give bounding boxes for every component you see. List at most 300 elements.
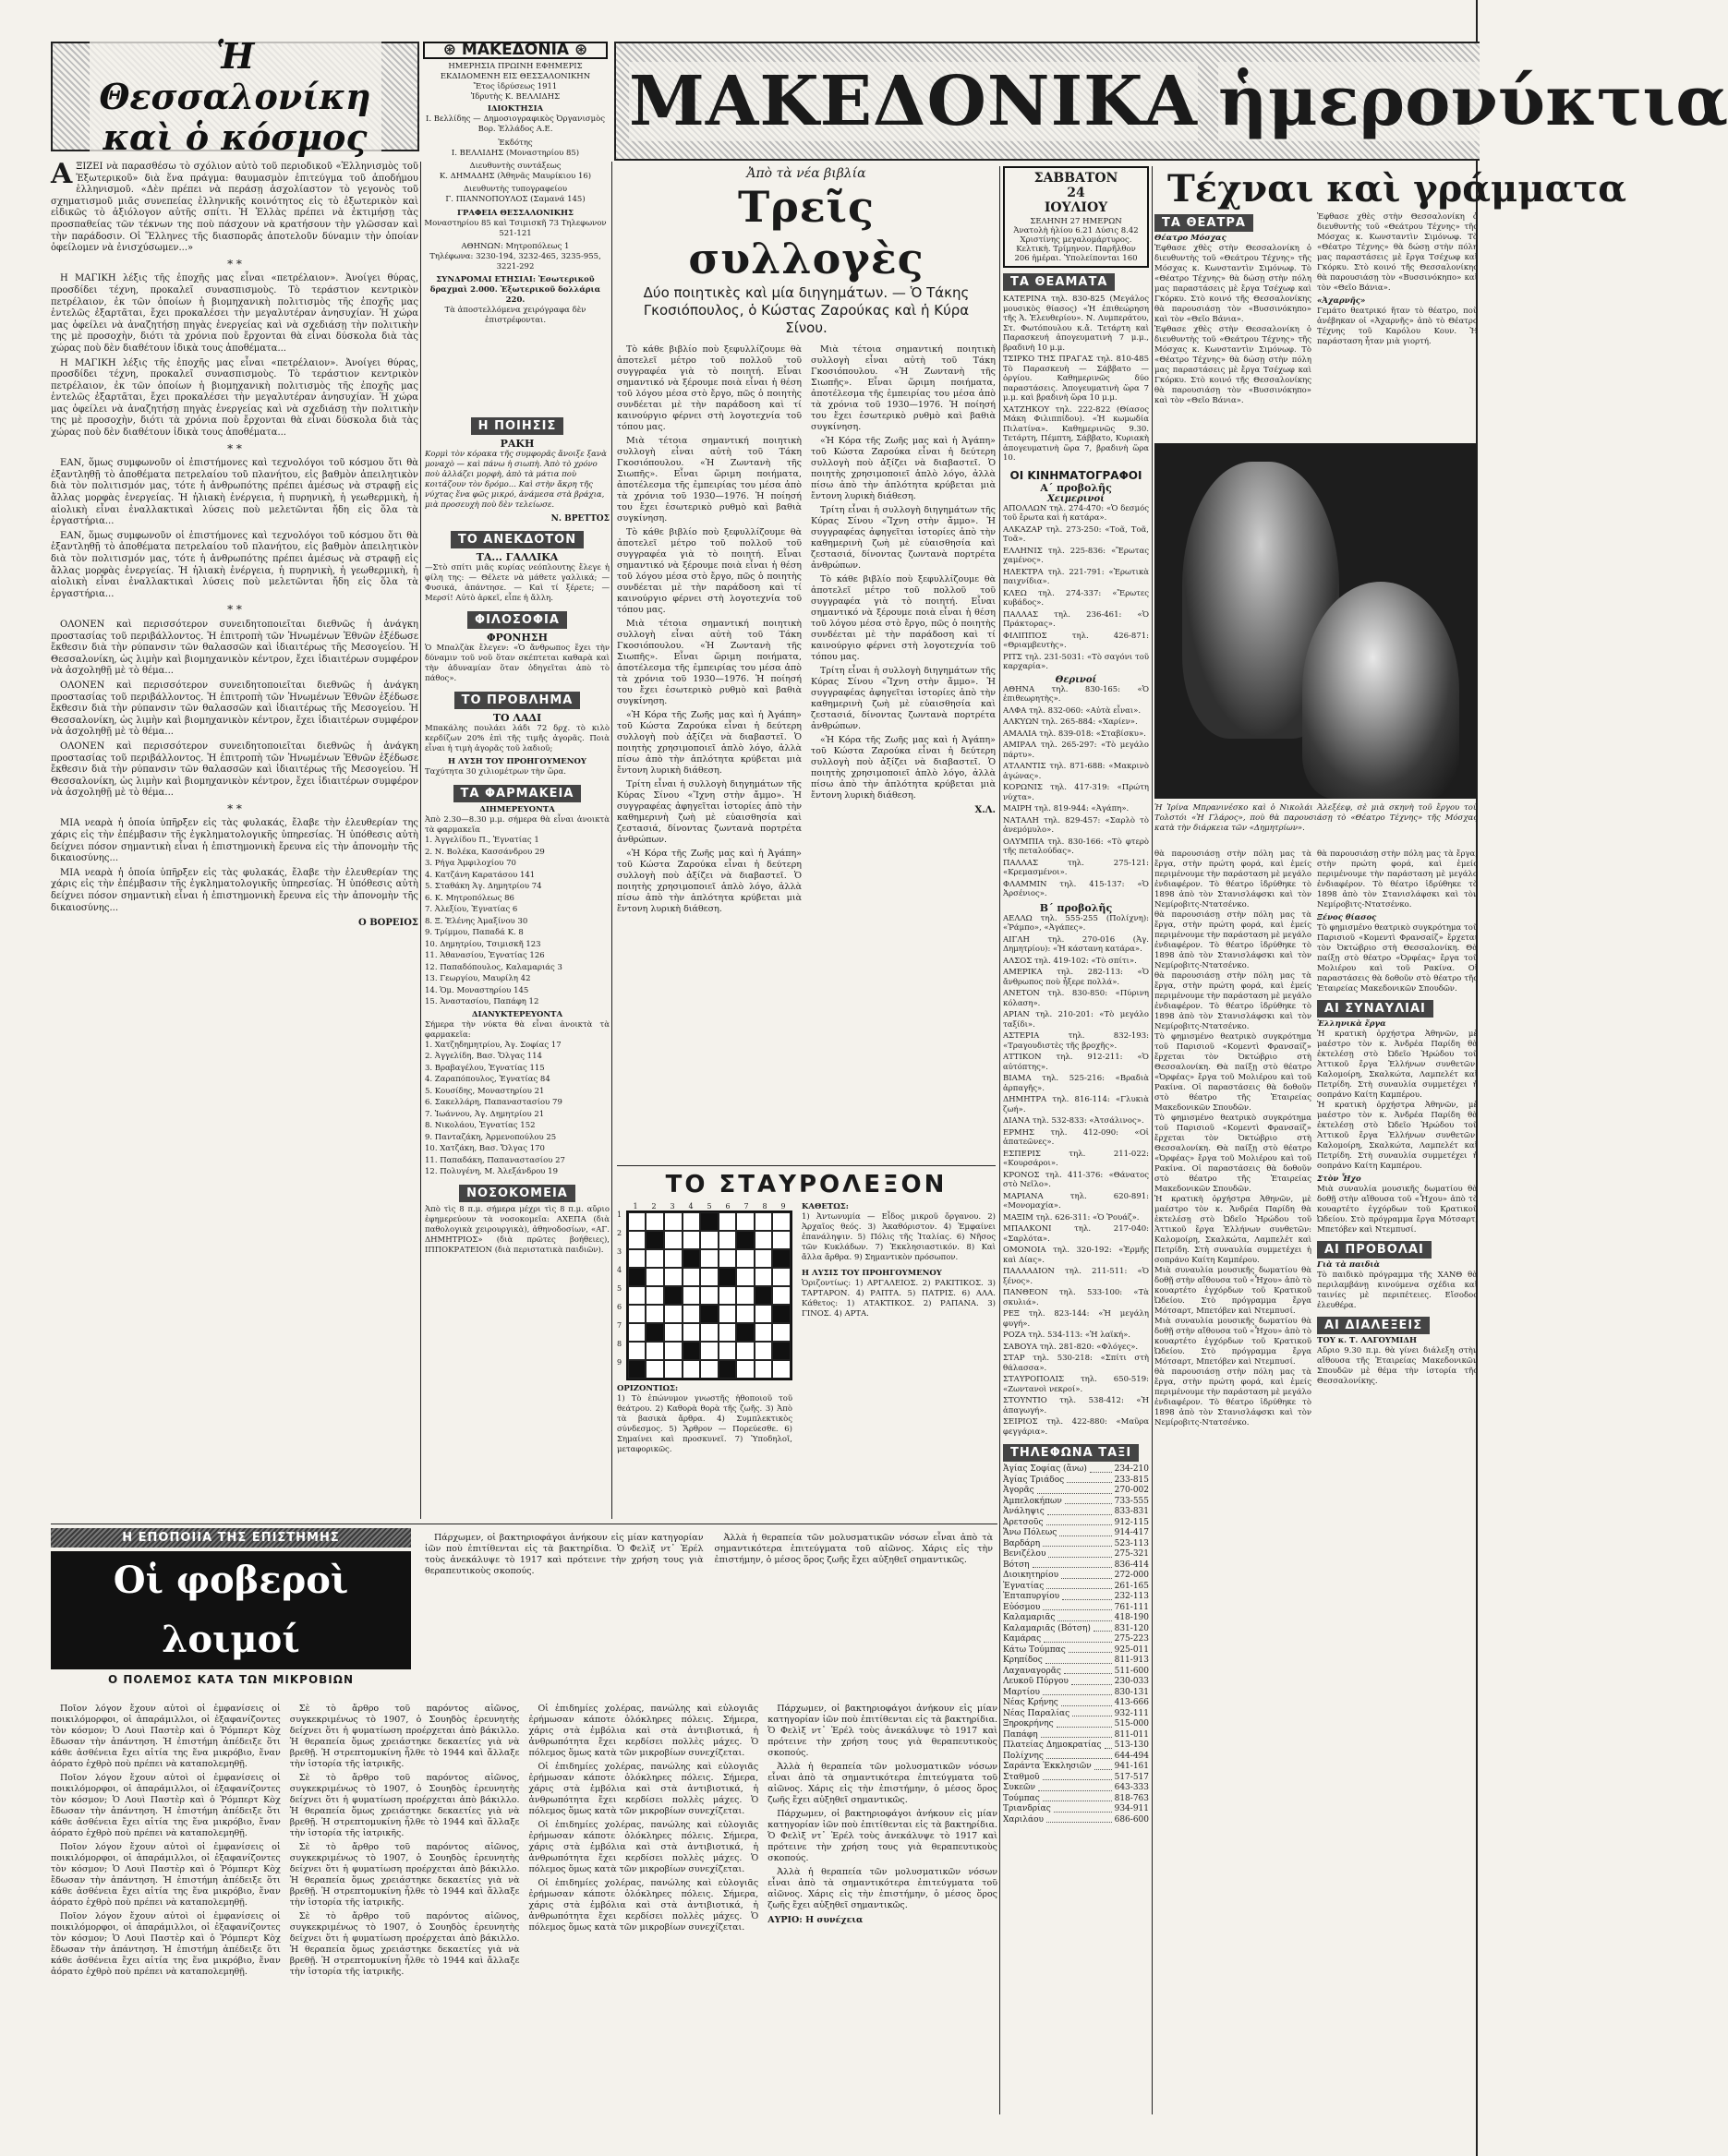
epic-col3d: Οἱ ἐπιδημίες χολέρας, πανώλης καὶ εὐλογιᾶς ἐρήμωσαν κάποτε ὁλόκληρες πόλεις. Σήμερα, χάρις στὰ ἐμβόλια καὶ στὰ ἀντιβιοτικά, ἡ ἀνθρωπότητα ἔχει κερδίσει πολλὲς μάχες. Ὁ πόλεμος ὅμως κατὰ τῶν μικροβίων συνεχίζεται. <box>528 1878 759 1933</box>
pharmacy-item: 3. Ρήγα Ἀμφιλοχίου 70 <box>425 859 516 868</box>
pharmacy-item: 1. Ἀγγελίδου Π., Ἐγνατίας 1 <box>425 836 539 845</box>
taxi-row <box>1003 1507 1149 1518</box>
books-p4c: Τρίτη εἶναι ἡ συλλογὴ διηγημάτων τῆς Κύρας Σίνου «Ἴχνη στὴν ἄμμο». Ἡ συγγραφέας ἀφηγεῖται ἱστορίες ἀπὸ τὴν καθημερινὴ ζωὴ μὲ εὐαισθησία καὶ ζεστασιά, δίνοντας ζωντανὰ πορτρέτα ἀνθρώπων. <box>811 666 996 731</box>
pharmacy-item: 10. Δημητρίου, Τσιμισκῆ 123 <box>425 939 541 949</box>
crossword-white-cell <box>628 1231 646 1249</box>
crossword-white-cell <box>628 1286 646 1305</box>
taxi-area: Καμάρας <box>1003 1634 1042 1644</box>
crossword-white-cell <box>719 1323 737 1342</box>
crossword-white-cell <box>700 1360 719 1379</box>
crossword-white-cell <box>664 1231 683 1249</box>
crossword-white-cell <box>772 1231 791 1249</box>
cinema-listing: ΑΤΛΑΝΤΙΣ τηλ. 871-688: «Μακρινὸ ἀγώνας». <box>1003 762 1149 781</box>
taxi-phone: 232-113 <box>1114 1592 1149 1601</box>
books-kicker: Ἀπὸ τὰ νέα βιβλία <box>746 166 866 181</box>
dotted-leader <box>1037 1486 1112 1494</box>
crossword-white-cell <box>646 1342 664 1360</box>
cinema-listing: ΕΣΠΕΡΙΣ τηλ. 211-022: «Κουρσάροι». <box>1003 1149 1149 1168</box>
epic-col1c: Ποῖον λόγον ἔχουν αὐτοὶ οἱ ἐμφανίσεις οἱ ποικιλόμορφοι, οἱ ἀπαράμιλλοι, οἱ ἐξαφανίζοντες τὸν κόσμον; Ὁ Λουὶ Παστὲρ καὶ ὁ Ῥόμπερτ Κὸχ ἔδωσαν τὴν ἀπάντηση. Ἡ ἐπιστήμη ἀπέδειξε ὅτι κάθε ἀσθένεια ἔχει αἰτία της ἕνα μικρόβιο, ἕναν ἀόρατο ἐχθρὸ ποὺ πρέπει νὰ καταπολεμηθῇ. <box>51 1842 281 1908</box>
date-saints: Χριστίνης μεγαλομάρτυρος. Κελτικὴ. Τρίμηνον. Παρῆλθον 206 ἡμέραι. Ὑπολείπονται 160 <box>1014 235 1138 263</box>
philosophy-section-label: ΦΙΛΟΣΟΦΙΑ <box>467 611 567 629</box>
crossword-white-cell <box>700 1268 719 1286</box>
cinemas-winter: Χειμερινοί <box>1046 493 1105 504</box>
books-article <box>617 166 996 1163</box>
paper-founded: Ἔτος ἱδρύσεως 1911 <box>473 82 558 91</box>
cinemas-sub-a: Α΄ προβολῆς <box>1040 481 1112 494</box>
taxi-area: Λευκοῦ Πύργου <box>1003 1677 1069 1686</box>
cinema-listing: ΠΑΛΛΑΣ τηλ. 236-461: «Ὁ Πράκτορας». <box>1003 609 1149 629</box>
pharmacy-item: 5. Σταθάκη Ἀγ. Δημητρίου 74 <box>425 882 542 891</box>
crossword-column-numbers <box>626 1202 792 1210</box>
publisher: Ι. ΒΕΛΛΙΔΗΣ (Μοναστηρίου 85) <box>451 149 580 158</box>
taxi-area: Ἀγίας Σοφίας (ἄνω) <box>1003 1464 1087 1474</box>
dotted-leader <box>1033 1560 1112 1569</box>
section-rule <box>617 1165 996 1166</box>
epic-col3c: Οἱ ἐπιδημίες χολέρας, πανώλης καὶ εὐλογιᾶς ἐρήμωσαν κάποτε ὁλόκληρες πόλεις. Σήμερα, χάρις στὰ ἐμβόλια καὶ στὰ ἀντιβιοτικά, ἡ ἀνθρωπότητα ἔχει κερδίσει πολλὲς μάχες. Ὁ πόλεμος ὅμως κατὰ τῶν μικροβίων συνεχίζεται. <box>528 1820 759 1874</box>
crossword-row-numbers <box>617 1210 626 1377</box>
arts-acharnes-sub: «Ἀχαρνῆς» <box>1317 296 1366 306</box>
epic-col3b: Οἱ ἐπιδημίες χολέρας, πανώλης καὶ εὐλογιᾶς ἐρήμωσαν κάποτε ὁλόκληρες πόλεις. Σήμερα, χάρις στὰ ἐμβόλια καὶ στὰ ἀντιβιοτικά, ἡ ἀνθρωπότητα ἔχει κερδίσει πολλὲς μάχες. Ὁ πόλεμος ὅμως κατὰ τῶν μικροβίων συνεχίζεται. <box>528 1762 759 1816</box>
arts-theater-text-b: Ἐφθασε χθὲς στὴν Θεσσαλονίκη ὁ διευθυντὴς τοῦ «Θεάτρου Τέχνης» τῆς Μόσχας κ. Κωνσταντὶν Σιμόνωφ. Τὸ «Θέατρο Τέχνης» θὰ δώσῃ στὴν πόλη μας παραστάσεις μὲ ἔργα Τσέχωφ καὶ Γκόρκυ. Στὸ κοινό τῆς Θεσσαλονίκης θὰ παρουσιάσῃ τὸν «Βυσσινόκηπο» καὶ τὸν «Θεῖο Βάνια». <box>1154 325 1311 405</box>
taxi-phone: 515-000 <box>1114 1719 1149 1728</box>
crossword-white-cell <box>772 1323 791 1342</box>
cinema-listing: ΡΟΖΑ τηλ. 534-113: «Ἡ λαϊκή». <box>1003 1331 1131 1340</box>
athens-phones: Τηλέφωνα: 3230-194, 3232-465, 3235-955, 3221-292 <box>429 252 601 271</box>
crossword-white-cell <box>664 1342 683 1360</box>
taxi-area: Συκεῶν <box>1003 1783 1035 1792</box>
crossword-white-cell <box>646 1360 664 1379</box>
crossword-row-number: 5 <box>617 1284 622 1293</box>
poetry-section-label: Η ΠΟΙΗΣΙΣ <box>471 417 564 435</box>
pharmacy-item: 7. Ἀλεξίου, Ἐγνατίας 6 <box>425 905 518 914</box>
books-p1: Τὸ κάθε βιβλίο ποὺ ξεφυλλίζουμε θὰ ἀποτελεῖ μέτρο τοῦ πολλοῦ τοῦ συγγραφέα γιὰ τὸ ποιητή. Εἶναι σημαντικό νὰ ξέρουμε ποιὰ εἶναι ἡ θέση τοῦ λόγου μέσα στὸ ἔργο, πῶς ὁ ποιητὴς συνδέεται μὲ τὴν παράδοση καὶ τί καινούργιο φέρνει στὴ λογοτεχνία τοῦ τόπου μας. <box>617 344 802 432</box>
books-p4b: Τρίτη εἶναι ἡ συλλογὴ διηγημάτων τῆς Κύρας Σίνου «Ἴχνη στὴν ἄμμο». Ἡ συγγραφέας ἀφηγεῖται ἱστορίες ἀπὸ τὴν καθημερινὴ ζωὴ μὲ εὐαισθησία καὶ ζεστασιά, δίνοντας ζωντανὰ πορτρέτα ἀνθρώπων. <box>811 505 996 571</box>
epic-body-col2 <box>290 1704 520 2114</box>
crossword-white-cell <box>755 1212 773 1231</box>
taxi-phone: 275-223 <box>1114 1634 1149 1644</box>
taxi-area: Διοικητηρίου <box>1003 1571 1059 1580</box>
epic-col5b: Ἀλλὰ ἡ θεραπεία τῶν μολυσματικῶν νόσων εἶναι ἀπὸ τὰ σημαντικότερα ἐπιτεύγματα τοῦ αἰῶνος. Χάρις εἰς τὴν ἐπιστήμην, ὁ μέσος ὅρος ζωῆς ἔχει αὐξηθεῖ σημαντικῶς. <box>767 1762 997 1805</box>
taxi-phone: 941-161 <box>1114 1762 1149 1771</box>
crossword-col-number: 1 <box>633 1202 638 1210</box>
taxi-phone: 230-033 <box>1114 1677 1149 1686</box>
arts-dialexeis-section: ΑΙ ΔΙΑΛΕΞΕΙΣ <box>1317 1317 1430 1334</box>
article1-byline: Ο ΒΟΡΕΙΟΣ <box>358 918 418 929</box>
epic-col1d: Ποῖον λόγον ἔχουν αὐτοὶ οἱ ἐμφανίσεις οἱ ποικιλόμορφοι, οἱ ἀπαράμιλλοι, οἱ ἐξαφανίζοντες τὸν κόσμον; Ὁ Λουὶ Παστὲρ καὶ ὁ Ῥόμπερτ Κὸχ ἔδωσαν τὴν ἀπάντηση. Ἡ ἐπιστήμη ἀπέδειξε ὅτι κάθε ἀσθένεια ἔχει αἰτία της ἕνα μικρόβιο, ἕναν ἀόρατο ἐχθρὸ ποὺ πρέπει νὰ καταπολεμηθῇ. <box>51 1911 281 1977</box>
epic-col4b: Πάρχωμεν, οἱ βακτηριοφάγοι ἀνήκουν εἰς μίαν κατηγορίαν ἰῶν ποὺ ἐπιτίθενται εἰς τὰ βακτηρίδια. Ὁ Φελὶξ ντ᾿ Ἐρέλ τοὺς ἀνεκάλυψε τὸ 1917 καὶ πρότεινε τὴν χρήση τους γιὰ θεραπευτικοὺς σκοπούς. <box>767 1704 997 1758</box>
taxi-area: Πολίχνης <box>1003 1751 1044 1761</box>
taxi-row <box>1003 1571 1149 1582</box>
taxi-area: Εὐόσμου <box>1003 1602 1041 1612</box>
taxi-phone: 517-517 <box>1114 1772 1149 1782</box>
epic-col1: Ποῖον λόγον ἔχουν αὐτοὶ οἱ ἐμφανίσεις οἱ ποικιλόμορφοι, οἱ ἀπαράμιλλοι, οἱ ἐξαφανίζοντες τὸν κόσμον; Ὁ Λουὶ Παστὲρ καὶ ὁ Ῥόμπερτ Κὸχ ἔδωσαν τὴν ἀπάντηση. Ἡ ἐπιστήμη ἀπέδειξε ὅτι κάθε ἀσθένεια ἔχει αἰτία της ἕνα μικρόβιο, ἕναν ἀόρατο ἐχθρὸ ποὺ πρέπει νὰ καταπολεμηθῇ. <box>51 1704 281 1769</box>
dotted-leader <box>1090 1464 1112 1473</box>
books-p4: Τρίτη εἶναι ἡ συλλογὴ διηγημάτων τῆς Κύρας Σίνου «Ἴχνη στὴν ἄμμο». Ἡ συγγραφέας ἀφηγεῖται ἱστορίες ἀπὸ τὴν καθημερινὴ ζωὴ μὲ εὐαισθησία καὶ ζεστασιά, δίνοντας ζωντανὰ πορτρέτα ἀνθρώπων. <box>617 779 802 845</box>
dotted-leader <box>1105 1740 1112 1749</box>
cinema-listing: ΑΠΟΛΛΩΝ τηλ. 274-470: «Ὁ δεσμός τοῦ ἔρωτα καὶ ἡ κατάρα». <box>1003 503 1149 523</box>
article1-p2b: Η ΜΑΓΙΚΗ λέξις τῆς ἐποχῆς μας εἶναι «πετρέλαιον». Ἀνοίγει θύρας, προσδίδει τέχνη, προκαλεῖ συνασπισμοὺς. Τὸ τεράστιον κεντρικὸν πετρέλαιον, ἐκ τῶν ὁποίων ἡ βιομηχανικὴ πολιτισμὸς τῆς ἐποχῆς μας ἐντελῶς ἐξαρτᾶται, ἔχει προκαλέσει τὴν μεγαλυτέραν ἀνησυχίαν. Ἡ χώρα μας ὀφείλει νὰ ἀναζητήσῃ πηγὰς ἐνεργείας καὶ νὰ σχεδιάσῃ τὴν πολιτικὴν της μὲ προσοχὴν, διότι τὰ χρόνια ποὺ ἔρχονται θὰ εἶναι δύσκολα διὰ τὰς χώρας ποὺ δὲν διαθέτουν ἰδικὰ τους ἀποθέματα... <box>51 357 418 439</box>
cinema-listing: ΕΡΜΗΣ τηλ. 412-090: «Οἱ ἀπατεῶνες». <box>1003 1127 1149 1147</box>
crossword-white-cell <box>628 1249 646 1268</box>
taxi-phone: 644-494 <box>1114 1751 1149 1761</box>
taxi-phone: 511-600 <box>1114 1666 1149 1676</box>
cinema-listing: ΚΡΟΝΟΣ τηλ. 411-376: «Θάνατος στὸ Νεῖλο». <box>1003 1170 1149 1189</box>
left-masthead <box>51 34 419 158</box>
column-rule <box>999 166 1000 2114</box>
pharmacies-intro: Ἀπὸ 2.30—8.30 μ.μ. σήμερα θὰ εἶναι ἀνοικτὰ τὰ φαρμακεῖα <box>425 815 610 835</box>
pharmacy-item: 8. Νικολάου, Ἐγνατίας 152 <box>425 1121 536 1130</box>
crossword-col-number: 7 <box>743 1202 749 1210</box>
dotted-leader <box>1061 1698 1112 1706</box>
cinema-listing: ΑΛΚΥΩΝ τηλ. 265-884: «Χαρίεν». <box>1003 717 1138 727</box>
arts-ichos-text-a: Μιὰ συναυλία μουσικῆς δωματίου θὰ δοθῇ στὴν αἴθουσα τοῦ «Ἦχου» ἀπὸ τὸ κουαρτέτο ἐγχόρδων τοῦ Κρατικοῦ Ὠδείου. Στὸ πρόγραμμα ἔργα Μότσαρτ, Μπετόβεν καὶ Ντεμπυσί. <box>1154 1266 1311 1316</box>
crossword-white-cell <box>664 1323 683 1342</box>
cinema-listing: ΔΙΑΝΑ τηλ. 532-833: «Ἀτσάλινος». <box>1003 1116 1144 1126</box>
cinema-listing: ΦΛΑΜΜΙΝ τηλ. 415-137: «Ὁ Ἀρσένιος». <box>1003 879 1149 898</box>
taxi-area: Λαχαναγορᾶς <box>1003 1666 1061 1676</box>
crossword-white-cell <box>628 1305 646 1323</box>
dotted-leader <box>1038 1783 1112 1791</box>
director-label: Διευθυντὴς συντάξεως <box>469 162 562 171</box>
crossword-white-cell <box>700 1323 719 1342</box>
crossword-white-cell <box>683 1305 701 1323</box>
crossword-white-cell <box>719 1305 737 1323</box>
dotted-leader <box>1041 1730 1112 1739</box>
taxi-area: Ἀνάληψις <box>1003 1507 1045 1516</box>
cinema-listing: ΝΑΤΑΛΗ τηλ. 829-457: «Σαρλὸ τὸ ἀνεμόμυλο». <box>1003 815 1149 835</box>
taxi-area: Κάτω Τούμπας <box>1003 1644 1066 1655</box>
ownership-title: ΙΔΙΟΚΤΗΣΙΑ <box>487 104 544 114</box>
cinema-listing: ΚΛΕΩ τηλ. 274-337: «Ἔρωτες κυβάδος». <box>1003 588 1149 608</box>
top-banner <box>614 42 1728 161</box>
crossword-black-cell <box>755 1286 773 1305</box>
crossword-grid <box>626 1210 792 1380</box>
cinema-listing: ΡΙΤΣ τηλ. 231-5031: «Τὸ σαγόνι τοῦ καρχαρία». <box>1003 652 1149 671</box>
arts-proboles-section: ΑΙ ΠΡΟΒΟΛΑΙ <box>1317 1241 1432 1259</box>
cinema-listing: ΜΑΞΙΜ τηλ. 626-311: «Ὁ Ῥουάζ». <box>1003 1212 1140 1223</box>
crossword-white-cell <box>719 1286 737 1305</box>
dotted-leader <box>1043 1539 1111 1548</box>
epic-continued: ΑΥΡΙΟ: Η συνέχεια <box>767 1915 864 1925</box>
crossword-row-number: 3 <box>617 1247 622 1256</box>
director: Κ. ΔΗΜΑΔΗΣ (Ἀθηνᾶς Μαυρίκιου 16) <box>439 172 592 181</box>
crossword-white-cell <box>664 1268 683 1286</box>
problem-solution-title: Η ΛΥΣΗ ΤΟΥ ΠΡΟΗΓΟΥΜΕΝΟΥ <box>448 757 586 766</box>
taxi-area: Ἄνω Πόλεως <box>1003 1528 1057 1537</box>
epic-col4c: Πάρχωμεν, οἱ βακτηριοφάγοι ἀνήκουν εἰς μίαν κατηγορίαν ἰῶν ποὺ ἐπιτίθενται εἰς τὰ βακτηρίδια. Ὁ Φελὶξ ντ᾿ Ἐρέλ τοὺς ἀνεκάλυψε τὸ 1917 καὶ πρότεινε τὴν χρήση τους γιὰ θεραπευτικοὺς σκοπούς. <box>767 1809 997 1863</box>
crossword-white-cell <box>700 1249 719 1268</box>
pharmacy-item: 12. Πολυγένη, Μ. Ἀλεξάνδρου 19 <box>425 1167 558 1176</box>
arts-ichos-text: Μιὰ συναυλία μουσικῆς δωματίου θὰ δοθῇ στὴν αἴθουσα τοῦ «Ἦχου» ἀπὸ τὸ κουαρτέτο ἐγχόρδων τοῦ Κρατικοῦ Ὠδείου. Στὸ πρόγραμμα ἔργα Μότσαρτ, Μπετόβεν καὶ Ντεμπυσί. <box>1317 1185 1478 1235</box>
problem-text: Μπακάλης πουλάει λάδι 72 δρχ. τὸ κιλὸ κερδίζων 20% ἐπὶ τῆς τιμῆς ἀγορᾶς. Ποιὰ εἶναι ἡ τιμὴ ἀγορᾶς τοῦ λαδιοῦ; <box>425 724 610 753</box>
pharmacy-item: 11. Ἀθανασίου, Ἐγνατίας 126 <box>425 951 545 960</box>
cinema-listing: ΚΟΡΩΝΙΣ τηλ. 417-319: «Πρώτη νύχτα». <box>1003 783 1149 802</box>
crossword-black-cell <box>719 1268 737 1286</box>
crossword-white-cell <box>736 1286 755 1305</box>
arts-acharnes-text: Γεμάτο θεατρικό ἤταν τὸ θέατρο, ποὺ ἀνέβηκαν οἱ «Ἀχαρνῆς» ἀπὸ τὸ Θέατρο Τέχνης τοῦ Καρόλου Κουν. Ἡ παράσταση ἦταν μιὰ γιορτή. <box>1317 307 1478 346</box>
pharmacy-item: 4. Ζαραπόπουλος, Ἐγνατίας 84 <box>425 1075 550 1084</box>
epic-subtitle: Ο ΠΟΛΕΜΟΣ ΚΑΤΑ ΤΩΝ ΜΙΚΡΟΒΙΩΝ <box>107 1673 355 1686</box>
taxi-row <box>1003 1475 1149 1487</box>
taxi-row <box>1003 1528 1149 1539</box>
paper-founder: Ἱδρυτὴς Κ. ΒΕΛΛΙΔΗΣ <box>470 92 561 102</box>
dotted-leader <box>1059 1528 1111 1536</box>
taxi-area: Σταθμοῦ <box>1003 1772 1040 1782</box>
taxi-area: Πλατείας Δημοκρατίας <box>1003 1740 1102 1750</box>
date-number: 24 <box>1067 186 1085 200</box>
taxi-row <box>1003 1794 1149 1805</box>
dotted-leader <box>1046 1518 1112 1526</box>
taxi-row <box>1003 1464 1149 1475</box>
pharmacy-item: 6. Κ. Μητροπόλεως 86 <box>425 893 514 903</box>
crossword-black-cell <box>772 1305 791 1323</box>
banner-title-part2: ἡμερονύκτια <box>1217 61 1728 141</box>
epic-col2b: Σὲ τὸ ἄρθρο τοῦ παρόντος αἰῶνος, συγκεκριμένως τὸ 1907, ὁ Σουηδὸς ἐρευνητὴς δείχνει ὅτι ἡ φυματίωση προέρχεται ἀπὸ βάκιλλο. Ἡ θεραπεία ὅμως χρειάστηκε δεκαετίες γιὰ νὰ βρεθῇ. Ἡ στρεπτομυκίνη ἦλθε τὸ 1944 καὶ ἄλλαξε τὴν ἱστορία τῆς ἰατρικῆς. <box>289 1773 520 1838</box>
taxi-row <box>1003 1719 1149 1730</box>
theater-listing: ΤΣΙΡΚΟ ΤΗΣ ΠΡΑΓΑΣ τηλ. 810-485 Τὸ Παρασκευὴ — Σάββατο — ὀργίου. Καθημερινῶς δύο παραστάσεις. Ἀπογευματινὴ ὥρα 7 μ.μ. καὶ βραδινὴ ὥρα 10 μ.μ. <box>1003 355 1149 403</box>
cinema-listing: ΠΑΛΛΑΔΙΟΝ τηλ. 211-511: «Ὁ ξένος». <box>1003 1267 1149 1286</box>
date-box <box>1003 166 1149 268</box>
taxi-row <box>1003 1634 1149 1645</box>
pharmacy-item: 6. Σακελλάρη, Παπαναστασίου 79 <box>425 1098 562 1107</box>
taxi-phone: 761-111 <box>1114 1602 1149 1612</box>
crossword-white-cell <box>772 1212 791 1231</box>
pharmacy-item: 11. Παπαδάκη, Παπαναστασίου 27 <box>425 1155 565 1165</box>
taxi-phone: 733-555 <box>1114 1496 1149 1506</box>
dotted-leader <box>1064 1667 1112 1675</box>
photo-figure-woman <box>1302 582 1459 799</box>
crossword-down: 1) Ἀντωνυμία — Εἶδος μικροῦ ὄργανου. 2) Ἀρχαῖος θεός. 3) Ἀκαθόριστον. 4) Ἐμφαίνει ἐπανάληψιν. 5) Πόλις τῆς Ἰταλίας. 6) Νῆσος τῶν Κυκλάδων. 7) Ἐκκλησιαστικόν. 8) Καὶ ἄλλα ἄρθρα. 9) Σημαντικὸν πρόσωπον. <box>802 1212 996 1262</box>
pharmacy-item: 10. Χατζάκη, Βασ. Ὄλγας 170 <box>425 1144 545 1153</box>
dotted-leader <box>1054 1804 1112 1813</box>
arts-title: Τέχναι καὶ γράμματα <box>1167 167 1627 211</box>
crossword-col-number: 9 <box>780 1202 786 1210</box>
taxi-row <box>1003 1603 1149 1614</box>
epic-col2c: Σὲ τὸ ἄρθρο τοῦ παρόντος αἰῶνος, συγκεκριμένως τὸ 1907, ὁ Σουηδὸς ἐρευνητὴς δείχνει ὅτι ἡ φυματίωση προέρχεται ἀπὸ βάκιλλο. Ἡ θεραπεία ὅμως χρειάστηκε δεκαετίες γιὰ νὰ βρεθῇ. Ἡ στρεπτομυκίνη ἦλθε τὸ 1944 καὶ ἄλλαξε τὴν ἱστορία τῆς ἰατρικῆς. <box>289 1842 520 1908</box>
taxi-row <box>1003 1624 1149 1635</box>
taxi-phone: 418-190 <box>1114 1613 1149 1622</box>
article1-p4b: ΟΛΟΝΕΝ καὶ περισσότερον συνειδητοποιεῖται διεθνῶς ἡ ἀνάγκη προστασίας τοῦ περιβάλλοντος. Ἡ ἐπιτροπὴ τῶν Ἡνωμένων Ἐθνῶν ἐξέδωσε ἔκθεσιν διὰ τὴν ρύπανσιν τῶν θαλασσῶν καὶ ἰδιαιτέρως τῆς Μεσογείου. Ἡ Θεσσαλονίκη, ὡς λιμὴν καὶ βιομηχανικὸν κέντρον, ἔχει ἰδιαιτέρων συμφέρον νὰ ἀσχοληθῇ μὲ τὸ θέμα... <box>51 680 418 738</box>
problem-solution: Ταχύτητα 30 χιλιομέτρων τὴν ὥρα. <box>425 767 566 777</box>
epic-col3: Οἱ ἐπιδημίες χολέρας, πανώλης καὶ εὐλογιᾶς ἐρήμωσαν κάποτε ὁλόκληρες πόλεις. Σήμερα, χάρις στὰ ἐμβόλια καὶ στὰ ἀντιβιοτικά, ἡ ἀνθρωπότητα ἔχει κερδίσει πολλὲς μάχες. Ὁ πόλεμος ὅμως κατὰ τῶν μικροβίων συνεχίζεται. <box>528 1704 759 1758</box>
athens-title: ΑΘΗΝΩΝ: Μητροπόλεως 1 <box>461 242 570 251</box>
taxi-area: Ἀγορᾶς <box>1003 1486 1034 1495</box>
cinema-listing: ΑΘΗΝΑ τηλ. 830-165: «Ὁ ἐπιθεωρητὴς». <box>1003 684 1149 704</box>
cinema-listing: ΠΑΛΛΑΣ τηλ. 275-121: «Κρεμασμένοι». <box>1003 858 1149 877</box>
crossword-col-number: 6 <box>725 1202 731 1210</box>
anecdote-title: ΤΑ... ΓΑΛΛΙΚΑ <box>476 551 559 563</box>
crossword-col-number: 5 <box>707 1202 712 1210</box>
dotted-leader <box>1046 1582 1111 1590</box>
taxi-phone: 932-111 <box>1114 1708 1149 1718</box>
crossword-white-cell <box>628 1212 646 1231</box>
dotted-leader <box>1061 1571 1112 1579</box>
crossword-white-cell <box>772 1268 791 1286</box>
cinema-listing: ΑΣΤΕΡΙΑ τηλ. 832-193: «Τραγουδιστὲς τῆς βροχῆς». <box>1003 1031 1149 1051</box>
taxi-phone: 831-120 <box>1114 1623 1149 1633</box>
dotted-leader <box>1057 1719 1112 1728</box>
typo-director: Γ. ΠΙΑΝΝΟΠΟΥΛΟΣ (Σαμανά 145) <box>445 195 586 204</box>
theater-listing: ΚΑΤΕΡΙΝΑ τηλ. 830-825 (Μεγάλος μουσικὸς θίασος) «Ἡ ἐπιθεώρηση τῆς Ἀ. Ἐλευθερίου». Ν. Λυμπεράτου, Στ. Φωτόπουλου κ.ἄ. Τετάρτη καὶ Παρασκευή ἀπογευματινὴ 7 μ.μ., βραδινὴ 10 μ.μ. <box>1003 295 1149 353</box>
dotted-leader <box>1069 1645 1112 1654</box>
books-p3c: «Ἡ Κόρα τῆς Ζωῆς μας καὶ ἡ Ἀγάπη» τοῦ Κώστα Ζαρούκα εἶναι ἡ δεύτερη συλλογὴ ποὺ ἀξίζει νὰ διαβαστεῖ. Ὁ ποιητὴς χρησιμοποιεῖ ἁπλὸ λόγο, ἀλλὰ πίσω ἀπὸ τὴν ἁπλότητα κρύβεται μιὰ ἔντονη λυρικὴ διάθεση. <box>811 436 996 501</box>
taxi-area: Ξηροκρήνης <box>1003 1719 1054 1728</box>
books-p3d: «Ἡ Κόρα τῆς Ζωῆς μας καὶ ἡ Ἀγάπη» τοῦ Κώστα Ζαρούκα εἶναι ἡ δεύτερη συλλογὴ ποὺ ἀξίζει νὰ διαβαστεῖ. Ὁ ποιητὴς χρησιμοποιεῖ ἁπλὸ λόγο, ἀλλὰ πίσω ἀπὸ τὴν ἁπλότητα κρύβεται μιὰ ἔντονη λυρικὴ διάθεση. <box>811 735 996 801</box>
taxi-row <box>1003 1667 1149 1678</box>
arts-xenos-text-b: Τὸ φημισμένο θεατρικὸ συγκρότημα τοῦ Παρισιοῦ «Κομεντὶ Φρανσαίζ» ἔρχεται τὸν Ὀκτώβριο στὴ Θεσσαλονίκη. Θὰ παίξῃ στὸ θέατρο «Ὀρφέας» ἔργα τοῦ Μολιέρου καὶ τοῦ Ρακίνα. Οἱ παραστάσεις θὰ δοθοῦν στὸ θέατρο τῆς Ἑταιρείας Μακεδονικῶν Σπουδῶν. <box>1154 1114 1311 1194</box>
crossword-white-cell <box>664 1249 683 1268</box>
cinema-listing: ΑΝΕΤΟΝ τηλ. 830-850: «Πύρινη κόλαση». <box>1003 989 1149 1008</box>
article1-p4c: ΟΛΟΝΕΝ καὶ περισσότερον συνειδητοποιεῖται διεθνῶς ἡ ἀνάγκη προστασίας τοῦ περιβάλλοντος. Ἡ ἐπιτροπὴ τῶν Ἡνωμένων Ἐθνῶν ἐξέδωσε ἔκθεσιν διὰ τὴν ρύπανσιν τῶν θαλασσῶν καὶ ἰδιαιτέρως τῆς Μεσογείου. Ἡ Θεσσαλονίκη, ὡς λιμὴν καὶ βιομηχανικὸν κέντρον, ἔχει ἰδιαιτέρων συμφέρον νὰ ἀσχοληθῇ μὲ τὸ θέμα... <box>51 741 418 799</box>
taxi-section-label: ΤΗΛΕΦΩΝΑ ΤΑΞΙ <box>1003 1444 1139 1462</box>
arts-dialexeis-text: Αὔριο 9.30 π.μ. θὰ γίνει διάλεξη στὴν αἴθουσα τῆς Ἑταιρείας Μακεδονικῶν Σπουδῶν μὲ θέμα τὴν ἱστορία τῆς Θεσσαλονίκης. <box>1317 1346 1478 1386</box>
crossword-white-cell <box>772 1360 791 1379</box>
taxi-row <box>1003 1677 1149 1688</box>
cinema-listing: ΣΕΙΡΙΟΣ τηλ. 422-880: «Μαῦρα φεγγάρια». <box>1003 1417 1149 1437</box>
offices: Μοναστηρίου 85 καὶ Τσιμισκῆ 73 Τηλεφωνον 521-121 <box>424 219 607 238</box>
arts-synavlies-text-b: Ἡ κρατικὴ ὀρχήστρα Ἀθηνῶν, μὲ μαέστρο τὸν κ. Ἀνδρέα Παρίδη θὰ ἐκτελέσῃ στὸ Ὠδεῖο Ἡρώδου τοῦ Ἀττικοῦ ἔργα Ἑλλήνων συνθετῶν: Καλομοίρη, Σκαλκώτα, Λαμπελέτ καὶ Πετρίδη. Στὴ συναυλία συμμετέχει ἡ σοπράνο Καίτη Καμπέρου. <box>1317 1101 1478 1171</box>
taxi-row <box>1003 1592 1149 1603</box>
crossword-across-title: ΟΡΙΖΟΝΤΙΩΣ: <box>617 1384 679 1393</box>
crossword-black-cell <box>683 1249 701 1268</box>
pharmacy-item: 13. Γεωργίου, Μαυρίλη 42 <box>425 974 531 983</box>
dotted-leader <box>1044 1634 1111 1643</box>
epic-col5: Ἀλλὰ ἡ θεραπεία τῶν μολυσματικῶν νόσων εἶναι ἀπὸ τὰ σημαντικότερα ἐπιτεύγματα τοῦ αἰῶνος. Χάρις εἰς τὴν ἐπιστήμην, ὁ μέσος ὅρος ζωῆς ἔχει αὐξηθεῖ σημαντικῶς. <box>714 1533 993 1565</box>
logo-emblem-icon: ⊛ <box>574 41 588 59</box>
crossword-solution: Ὁριζοντίως: 1) ΑΡΓΑΛΕΙΟΣ. 2) ΡΑΚΙΤΙΚΟΣ. 3) ΤΑΡΤΑΡΟΝ. 4) ΡΑΠΤΑ. 5) ΠΑΤΡΙΣ. 6) ΑΛΑ. Κάθετος: 1) ΑΤΑΚΤΙΚΟΣ. 2) ΡΑΠΑΝΑ. 3) ΓΙΝΟΣ. 4) ΑΡΤΑ. <box>802 1279 996 1319</box>
crossword-col-number: 4 <box>688 1202 694 1210</box>
crossword <box>617 1171 996 1522</box>
crossword-white-cell <box>683 1286 701 1305</box>
cinema-listing: ΑΛΣΟΣ τηλ. 419-102: «Τὸ σπίτι». <box>1003 956 1137 966</box>
taxi-row <box>1003 1730 1149 1741</box>
taxi-row <box>1003 1656 1149 1667</box>
pharmacy-item: 12. Παπαδόπουλος, Καλαμαριάς 3 <box>425 962 562 972</box>
cinema-listing: ΑΜΑΛΙΑ τηλ. 839-018: «Σταβίσκυ». <box>1003 729 1146 739</box>
taxi-row <box>1003 1815 1149 1826</box>
dotted-leader <box>1046 1815 1112 1824</box>
cinema-listing: ΡΕΞ τηλ. 823-144: «Ἡ μεγάλη φυγή». <box>1003 1309 1149 1329</box>
books-col-left <box>617 344 802 1157</box>
taxi-area: Βενιζέλου <box>1003 1549 1046 1559</box>
theaters-list <box>1003 295 1149 464</box>
cinemas-sub-b: Β΄ προβολῆς <box>1039 901 1113 914</box>
taxi-phone: 270-002 <box>1114 1486 1149 1495</box>
arts-theater-text: Ἐφθασε χθὲς στὴν Θεσσαλονίκη ὁ διευθυντὴς τοῦ «Θεάτρου Τέχνης» τῆς Μόσχας κ. Κωνσταντὶν Σιμόνωφ. Τὸ «Θέατρο Τέχνης» θὰ δώσῃ στὴν πόλη μας παραστάσεις μὲ ἔργα Τσέχωφ καὶ Γκόρκυ. Στὸ κοινό τῆς Θεσσαλονίκης θὰ παρουσιάσῃ τὸν «Βυσσινόκηπο» καὶ τὸν «Θεῖο Βάνια». <box>1154 244 1311 324</box>
taxi-phone: 811-011 <box>1114 1729 1149 1740</box>
taxi-row <box>1003 1560 1149 1572</box>
epic-col5c: Ἀλλὰ ἡ θεραπεία τῶν μολυσματικῶν νόσων εἶναι ἀπὸ τὰ σημαντικότερα ἐπιτεύγματα τοῦ αἰῶνος. Χάρις εἰς τὴν ἐπιστήμην, ὁ μέσος ὅρος ζωῆς ἔχει αὐξηθεῖ σημαντικῶς. <box>767 1867 997 1910</box>
crossword-across: 1) Τὸ ἐπώνυμον γνωστῆς ἠθοποιοῦ τοῦ θεάτρου. 2) Καθορὰ θορὰ τῆς ζωῆς. 3) Ἀπὸ τὰ βασικὰ ἄρθρα. 4) Συμπλεκτικὸς σύνδεσμος. 5) Ἄρθρον — Πορεύεσθε. 6) Σημαίνει καὶ προσκυνεῖ. 7) Ὑποδηλοῖ, μεταφορικῶς. <box>617 1394 792 1454</box>
crossword-white-cell <box>736 1305 755 1323</box>
taxi-row <box>1003 1518 1149 1529</box>
philosophy-text: Ὁ Μπαλζὰκ ἔλεγεν: «Ὁ ἄνθρωπος ἔχει τὴν δύναμιν τοῦ νοῦ ὅταν σκέπτεται καθαρὰ καὶ τὴν ἀδυναμίαν ὅταν ὁδηγεῖται ἀπὸ τὸ πάθος». <box>425 644 610 683</box>
date-sun: Ἀνατολὴ ἡλίου 6.21 Δύσις 8.42 <box>1013 226 1139 235</box>
separator-stars: * * <box>227 441 242 455</box>
publisher-label: Ἐκδότης <box>498 139 533 148</box>
taxi-row <box>1003 1497 1149 1508</box>
epic-body-col4 <box>767 1704 997 2114</box>
epic-col4: Πάρχωμεν, οἱ βακτηριοφάγοι ἀνήκουν εἰς μίαν κατηγορίαν ἰῶν ποὺ ἐπιτίθενται εἰς τὰ βακτηρίδια. Ὁ Φελὶξ ντ᾿ Ἐρέλ τοὺς ἀνεκάλυψε τὸ 1917 καὶ πρότεινε τὴν χρήση τους γιὰ θεραπευτικοὺς σκοπούς. <box>425 1533 704 1576</box>
short-features-column <box>425 416 610 1524</box>
pharmacies-sub2: ΔΙΑΝΥΚΤΕΡΕΥΟΝΤΑ <box>471 1009 563 1019</box>
subscriptions-note: Τὰ ἀποστελλόμενα χειρόγραφα δὲν ἐπιστρέφονται. <box>444 306 586 325</box>
arts-text2d: θὰ παρουσιάσῃ στὴν πόλη μας τὰ ἔργα, στὴν πρώτη φορά, καὶ ἐμείς περιμένουμε τὴν παράσταση μὲ μεγάλο ἐνδιαφέρον. Τὸ θέατρο ἱδρύθηκε τὸ 1898 ἀπὸ τὸν Στανισλάφσκι καὶ τὸν Νεμίροβιτς-Ντατσένκο. <box>1154 1367 1311 1427</box>
taxi-phone: 912-115 <box>1114 1517 1149 1527</box>
epic-body-col3 <box>529 1704 759 2114</box>
crossword-white-cell <box>664 1305 683 1323</box>
article1-p2: Η ΜΑΓΙΚΗ λέξις τῆς ἐποχῆς μας εἶναι «πετρέλαιον». Ἀνοίγει θύρας, προσδίδει τέχνη, προκαλεῖ συνασπισμοὺς. Τὸ τεράστιον κεντρικὸν πετρέλαιον, ἐκ τῶν ὁποίων ἡ βιομηχανικὴ πολιτισμὸς τῆς ἐποχῆς μας ἐντελῶς ἐξαρτᾶται, ἔχει προκαλέσει τὴν μεγαλυτέραν ἀνησυχίαν. Ἡ χώρα μας ὀφείλει νὰ ἀναζητήσῃ πηγὰς ἐνεργείας καὶ νὰ σχεδιάσῃ τὴν πολιτικὴν της μὲ προσοχὴν, διότι τὰ χρόνια ποὺ ἔρχονται θὰ εἶναι δύσκολα διὰ τὰς χώρας ποὺ δὲν διαθέτουν ἰδικὰ τους ἀποθέματα... <box>51 273 418 354</box>
dotted-leader <box>1071 1677 1112 1685</box>
offices-title: ΓΡΑΦΕΙΑ ΘΕΣΣΑΛΟΝΙΚΗΣ <box>456 209 574 218</box>
cinemas-winter-list <box>1003 504 1149 672</box>
books-col-right <box>811 344 996 1157</box>
cinema-listing: ΑΤΤΙΚΟΝ τηλ. 912-211: «Ὁ αὐτόπτης». <box>1003 1053 1149 1072</box>
epic-body-col1 <box>51 1704 281 2114</box>
taxi-area: Ἐπταπυργίου <box>1003 1592 1060 1601</box>
arts-proboles-sub: Γιὰ τὰ παιδιὰ <box>1317 1260 1381 1270</box>
cinema-listing: ΑΛΚΑΖΑΡ τηλ. 273-250: «Τοᾶ, Τοᾶ, Τοᾶ». <box>1003 524 1149 544</box>
cinema-listing: ΗΛΕΚΤΡΑ τηλ. 221-791: «Ἐρωτικὰ παιχνίδια». <box>1003 567 1149 586</box>
books-p3: «Ἡ Κόρα τῆς Ζωῆς μας καὶ ἡ Ἀγάπη» τοῦ Κώστα Ζαρούκα εἶναι ἡ δεύτερη συλλογὴ ποὺ ἀξίζει νὰ διαβαστεῖ. Ὁ ποιητὴς χρησιμοποιεῖ ἁπλὸ λόγο, ἀλλὰ πίσω ἀπὸ τὴν ἁπλότητα κρύβεται μιὰ ἔντονη λυρικὴ διάθεση. <box>617 710 802 776</box>
taxi-phone: 925-011 <box>1114 1644 1149 1655</box>
cinema-listing: ΑΜΙΡΑΛ τηλ. 265-297: «Τὸ μεγάλο πάρτυ». <box>1003 741 1149 760</box>
crossword-white-cell <box>719 1231 737 1249</box>
crossword-white-cell <box>664 1212 683 1231</box>
crossword-black-cell <box>664 1286 683 1305</box>
crossword-row-number: 8 <box>617 1340 622 1348</box>
hospitals-text: Ἀπὸ τὶς 8 π.μ. σήμερα μέχρι τὶς 8 π.μ. αὔριο ἐφημερεύουν τὰ νοσοκομεῖα: ΑΧΕΠΑ (διὰ παθολογικὰ χειρουργικὰ), ἀθηνοδοσίων, «ΑΓ. ΔΗΜΗΤΡΙΟΣ» (διὰ πρῶτες βοήθειες), ΙΠΠΟΚΡΑΤΕΙΟΝ (διὰ περιστατικὰ παιδιῶν). <box>425 1204 610 1255</box>
taxi-row <box>1003 1613 1149 1624</box>
poetry-title: ΡΑΚΗ <box>500 438 535 450</box>
crossword-white-cell <box>755 1360 773 1379</box>
column-rule <box>1152 166 1153 2114</box>
taxi-phones-list <box>1003 1464 1149 1825</box>
taxi-area: Ἐγνατίας <box>1003 1581 1045 1591</box>
paper-subtitle: ΗΜΕΡΗΣΙΑ ΠΡΩΙΝΗ ΕΦΗΜΕΡΙΣ ΕΚΔΙΔΟΜΕΝΗ ΕΙΣ ΘΕΣΣΑΛΟΝΙΚΗΝ <box>440 62 591 81</box>
crossword-white-cell <box>646 1249 664 1268</box>
epic-title: Οἱ φοβεροὶ λοιμοί <box>51 1551 411 1669</box>
crossword-black-cell <box>736 1231 755 1249</box>
taxi-area: Τούμπας <box>1003 1793 1040 1803</box>
philosophy-title: ΦΡΟΝΗΣΗ <box>486 632 549 644</box>
crossword-black-cell <box>683 1342 701 1360</box>
pharmacy-item: 4. Κατζάνη Καρατάσου 141 <box>425 870 536 880</box>
cinema-listing: ΑΜΕΡΙΚΑ τηλ. 282-113: «Ὁ ἄνθρωπος ποὺ ἦξερε πολλά». <box>1003 968 1149 987</box>
pharmacy-item: 5. Κουσίδης, Μοναστηρίου 21 <box>425 1086 545 1096</box>
crossword-white-cell <box>628 1323 646 1342</box>
cinema-listing: ΒΙΑΜΑ τηλ. 525-216: «Βραδιὰ ἁρπαγῆς». <box>1003 1074 1149 1093</box>
arts-synavlies-sub: Ἑλληνικὰ ἔργα <box>1317 1019 1386 1029</box>
anecdote-text: —Στὸ σπίτι μιᾶς κυρίας νεόπλουτης ἔλεγε ἡ φίλη της: — Θέλετε νὰ μάθετε γαλλικά; — Φυσικά, ἀπάντησε. — Καὶ τί ξέρετε; — Μερσί! Αὐτὸ ἀρκεῖ, εἶπε ἡ ἄλλη. <box>425 563 610 603</box>
taxi-phone: 513-130 <box>1114 1740 1149 1750</box>
taxi-phone: 523-113 <box>1114 1538 1149 1548</box>
dotted-leader <box>1047 1507 1112 1515</box>
taxi-phone: 934-911 <box>1114 1804 1149 1813</box>
cinema-listing: ΦΙΛΙΠΠΟΣ τηλ. 426-871: «Θριαμβευτὴς». <box>1003 631 1149 650</box>
separator-stars: * * <box>227 801 242 815</box>
books-byline: Χ.Λ. <box>974 805 996 815</box>
taxi-area: Βότση <box>1003 1560 1030 1570</box>
arts-theater-text-c: Ἐφθασε χθὲς στὴν Θεσσαλονίκη ὁ διευθυντὴς τοῦ «Θεάτρου Τέχνης» τῆς Μόσχας κ. Κωνσταντὶν Σιμόνωφ. Τὸ «Θέατρο Τέχνης» θὰ δώσῃ στὴν πόλη μας παραστάσεις μὲ ἔργα Τσέχωφ καὶ Γκόρκυ. Στὸ κοινό τῆς Θεσσαλονίκης θὰ παρουσιάσῃ τὸν «Βυσσινόκηπο» καὶ τὸν «Θεῖο Βάνια». <box>1317 212 1478 293</box>
dotted-leader <box>1043 1603 1111 1611</box>
dotted-leader <box>1057 1613 1111 1621</box>
taxi-phone: 833-831 <box>1114 1507 1149 1516</box>
crossword-row-number: 7 <box>617 1321 622 1330</box>
crossword-black-cell <box>628 1268 646 1286</box>
books-p3b: «Ἡ Κόρα τῆς Ζωῆς μας καὶ ἡ Ἀγάπη» τοῦ Κώστα Ζαρούκα εἶναι ἡ δεύτερη συλλογὴ ποὺ ἀξίζει νὰ διαβαστεῖ. Ὁ ποιητὴς χρησιμοποιεῖ ἁπλὸ λόγο, ἀλλὰ πίσω ἀπὸ τὴν ἁπλότητα κρύβεται μιὰ ἔντονη λυρικὴ διάθεση. <box>617 849 802 914</box>
crossword-white-cell <box>683 1268 701 1286</box>
